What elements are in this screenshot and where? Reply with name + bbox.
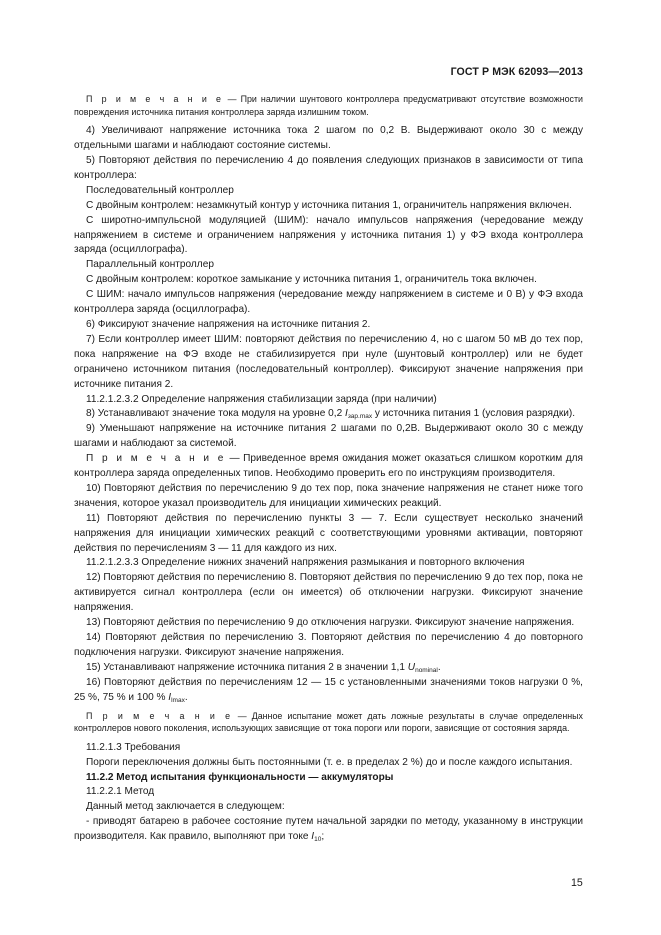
current-symbol: I bbox=[311, 831, 315, 843]
requirements-text: Пороги переключения должны быть постоянными (т. е. в пределах 2 %) до и после каждого испытания. bbox=[86, 756, 573, 768]
note-false-results: П р и м е ч а н и е — Данное испытание может дать ложные результаты в случае определенных контроллеров нового поколения, использующих зависящие от тока пороги или пороги, зависящие от состояния заряда. bbox=[74, 710, 583, 734]
note-label: П р и м е ч а н и е bbox=[86, 453, 226, 465]
item-16: 16) Повторяют действия по перечислениям 12 — 15 с установленными значениями токов нагрузки 0 %, 25 %, 75 % и 100 % $I_{lmax}$. bbox=[74, 676, 583, 704]
item-9: 9) Уменьшают напряжение на источнике питания 2 шагами по 0,2В. Выдерживают около 30 с между шагами и наблюдают за системой. bbox=[74, 423, 583, 450]
section-11-2-1-2-3-3: 11.2.1.2.3.3 Определение нижних значений напряжения размыкания и повторного включения bbox=[86, 557, 525, 569]
item-11: 11) Повторяют действия по перечислению пункты 3 — 7. Если существует несколько значений напряжения для инициации химических реакций с соответствующими уровнями активации, повторяют действия по перечислениям 3 — 11 для каждого из них. bbox=[74, 512, 583, 554]
bullet-initial-charge: - приводят батарею в рабочее состояние путем начальной зарядки по методу, указанному в инструкции производителя. Как правило, выполняют при токе $I_{10}$; bbox=[74, 816, 583, 844]
note-shunt-controller bbox=[74, 93, 583, 118]
parallel-controller-heading: Параллельный контроллер bbox=[86, 259, 214, 271]
item-10: 10) Повторяют действия по перечислению 9 до тех пор, пока значение напряжения не станет ниже того значения, которое указал производитель для инициации химических реакций. bbox=[74, 482, 583, 509]
parallel-dual-control: С двойным контролем: короткое замыкание у источника питания 1, ограничитель тока включен. bbox=[86, 274, 537, 286]
voltage-symbol: U bbox=[407, 661, 416, 673]
note-text: При наличии шунтового контроллера предусматривают отсутствие возможности повреждения источника питания контроллера заряда излишним током. bbox=[74, 94, 583, 117]
item-15: 15) Устанавливают напряжение источника питания 2 в значении 1,1 $U_{nominal}$. bbox=[86, 661, 441, 674]
series-dual-control: С двойным контролем: незамкнутый контур у источника питания 1, ограничитель напряжения включен. bbox=[86, 199, 572, 211]
method-intro: Данный метод заключается в следующем: bbox=[86, 801, 285, 813]
item-4: 4) Увеличивают напряжение источника тока 2 шагом по 0,2 В. Выдерживают около 30 с между отдельными шагами и наблюдают состояние системы. bbox=[74, 125, 583, 152]
note-waiting-time: П р и м е ч а н и е — Приведенное время ожидания может оказаться слишком коротким для контроллера заряда определенных типов. Необходимо проверить его по инструкциям производителя. bbox=[74, 453, 584, 480]
note-label: П р и м е ч а н и е bbox=[86, 710, 233, 721]
note-dash: — bbox=[223, 94, 241, 104]
standard-header: ГОСТ Р МЭК 62093—2013 bbox=[450, 66, 583, 78]
section-11-2-1-2-3-2: 11.2.1.2.3.2 Определение напряжения стабилизации заряда (при наличии) bbox=[86, 393, 437, 405]
item-14: 14) Повторяют действия по перечислению 3. Повторяют действия по перечислению 4 до повторного подключения нагрузки. Фиксируют значение напряжения. bbox=[74, 632, 583, 658]
current-symbol: I bbox=[168, 691, 172, 703]
item-13: 13) Повторяют действия по перечислению 9 до отключения нагрузки. Фиксируют значение напряжения. bbox=[86, 617, 575, 629]
note-label: П р и м е ч а н и е bbox=[86, 94, 224, 104]
parallel-pwm: С ШИМ: начало импульсов напряжения (чередование между напряжением в системе и 0 В) у ФЭ входа контроллера заряда (осциллографа). bbox=[74, 289, 583, 316]
section-11-2-1-3: 11.2.1.3 Требования bbox=[86, 741, 181, 753]
item-5: 5) Повторяют действия по перечислению 4 до появления следующих признаков в зависимости от типа контроллера: bbox=[74, 155, 583, 181]
page-content bbox=[74, 93, 583, 845]
item-12: 12) Повторяют действия по перечислению 8. Повторяют действия по перечислению 9 до тех пор, пока не активируется сигнал контроллера (если он имеется) об отключении нагрузки. Фиксируют значение напряжения. bbox=[74, 572, 583, 614]
series-pwm: С широтно-импульсной модуляцией (ШИМ): начало импульсов напряжения (чередование между напряжением в системе и ограничением напряжения у источника питания 1) у ФЭ входа контроллера заряда (осциллографа). bbox=[74, 214, 583, 256]
item-8: 8) Устанавливают значение тока модуля на уровне 0,2 $I_{зар.max}$ у источника питания 1 (условия разрядки). bbox=[86, 408, 576, 421]
series-controller-heading: Последовательный контроллер bbox=[86, 184, 234, 196]
item-6: 6) Фиксируют значение напряжения на источнике питания 2. bbox=[86, 318, 371, 330]
section-11-2-2-1: 11.2.2.1 Метод bbox=[86, 786, 155, 798]
section-11-2-2: 11.2.2 Метод испытания функциональности — аккумуляторы bbox=[86, 771, 394, 783]
page-number: 15 bbox=[571, 877, 583, 889]
current-symbol: I bbox=[345, 408, 348, 420]
item-7: 7) Если контроллер имеет ШИМ: повторяют действия по перечислению 4, но с шагом 50 мВ до тех пор, пока напряжение на ФЭ входе не стабилизируется при нуле (шунтовый контроллер) или не будет ограничено источником питания (последовательный контроллер). Фиксируют значение напряжения при источнике питания 2. bbox=[74, 333, 583, 390]
